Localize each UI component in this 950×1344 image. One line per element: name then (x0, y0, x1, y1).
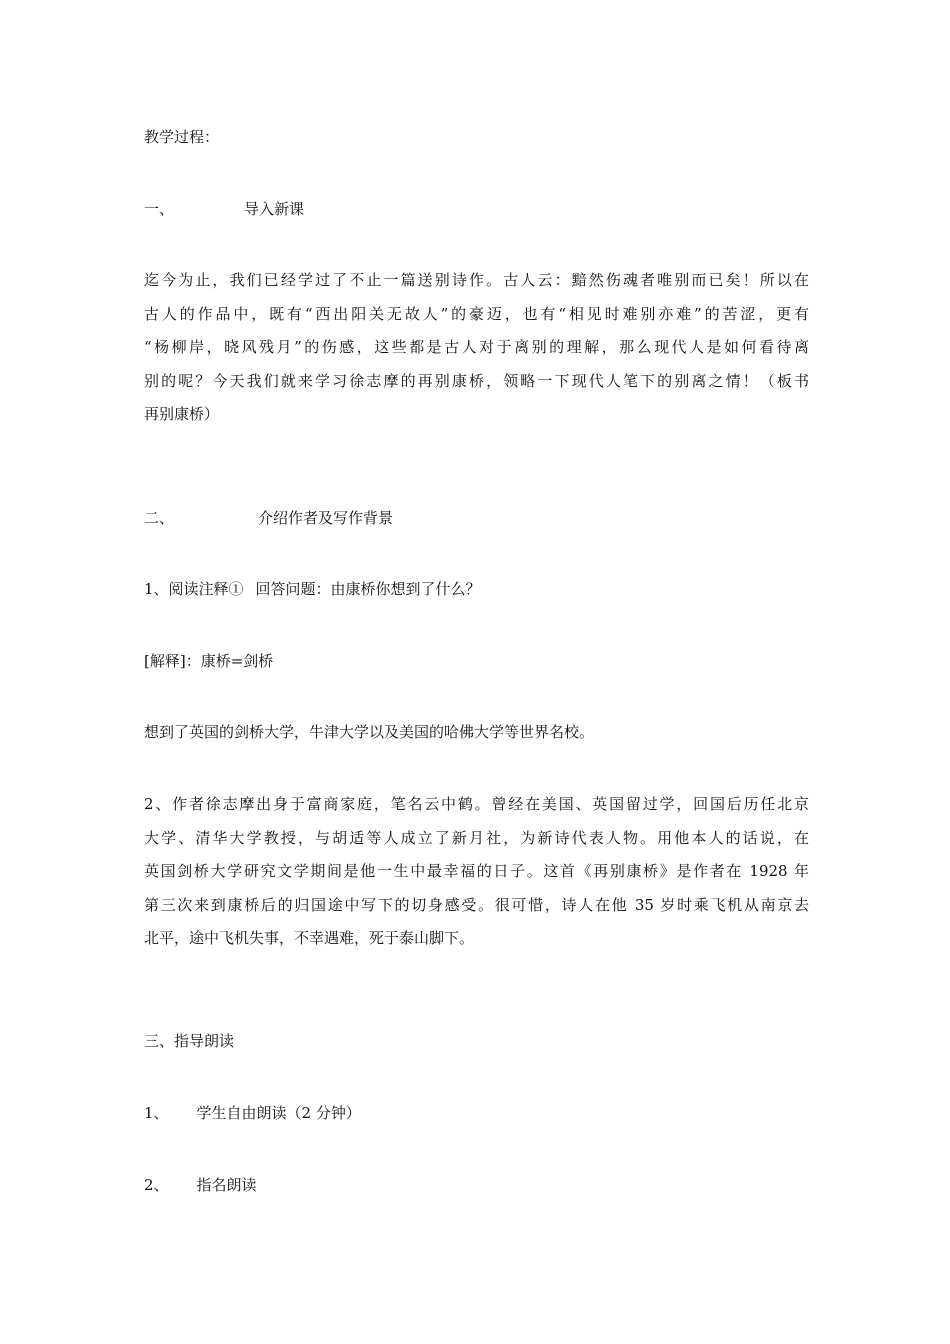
section1-heading (144, 199, 304, 219)
section1-number: 一、 (144, 200, 175, 218)
explanation-line: [解释]：康桥=剑桥 (144, 652, 274, 670)
section3-heading: 三、指导朗读 (144, 1032, 235, 1050)
section2-item1-text: 回答问题：由康桥你想到了什么？ (255, 580, 481, 598)
section1-line: 迄今为止，我们已经学过了不止一篇送别诗作。古人云：黯然伤魂者唯别而已矣！所以在 (144, 271, 809, 289)
section2-number: 二、 (144, 509, 175, 527)
section2-item2-line: 英国剑桥大学研究文学期间是他一生中最幸福的日子。这首《再别康桥》是作者在 1928 年 (144, 862, 809, 880)
section3-item2-number: 2、 (144, 1176, 169, 1194)
section1-line: 再别康桥） (144, 405, 220, 423)
answer-line: 想到了英国的剑桥大学，牛津大学以及美国的哈佛大学等世界名校。 (144, 723, 595, 741)
section2-item2-paragraph (144, 788, 809, 956)
section2-item1-number: 1、阅读注释① (144, 580, 244, 598)
section2-title: 介绍作者及写作背景 (258, 509, 394, 527)
section2-item2-line: 第三次来到康桥后的归国途中写下的切身感受。很可惜，诗人在他 35 岁时乘飞机从南京去 (144, 895, 809, 914)
section3-item2-text: 指名朗读 (196, 1176, 257, 1194)
section2-item2-line: 北平，途中飞机失事，不幸遇难，死于泰山脚下。 (144, 929, 475, 947)
section3-item1 (144, 1103, 361, 1123)
section2-item2-line: 大学、清华大学教授，与胡适等人成立了新月社，为新诗代表人物。用他本人的话说，在 (144, 828, 809, 847)
section1-title: 导入新课 (244, 200, 305, 218)
section1-line: “杨柳岸，晓风残月”的伤感，这些都是古人对于离别的理解，那么现代人是如何看待离 (144, 338, 809, 356)
section3-item2 (144, 1175, 257, 1195)
section-heading: 教学过程： (144, 128, 220, 146)
section1-line: 别的呢？今天我们就来学习徐志摩的再别康桥，领略一下现代人笔下的别离之情！（板书 (144, 371, 809, 390)
section3-item1-number: 1、 (144, 1104, 169, 1122)
section2-item1 (144, 579, 481, 599)
section2-heading (144, 508, 393, 528)
section3-item1-text: 学生自由朗读（2 分钟） (196, 1104, 361, 1122)
section1-paragraph (144, 264, 809, 432)
section2-item2-line: 2、作者徐志摩出身于富商家庭，笔名云中鹤。曾经在美国、英国留过学，回国后历任北京 (144, 795, 809, 813)
section1-line: 古人的作品中，既有“西出阳关无故人”的豪迈，也有“相见时难别亦难”的苦涩，更有 (144, 304, 809, 323)
